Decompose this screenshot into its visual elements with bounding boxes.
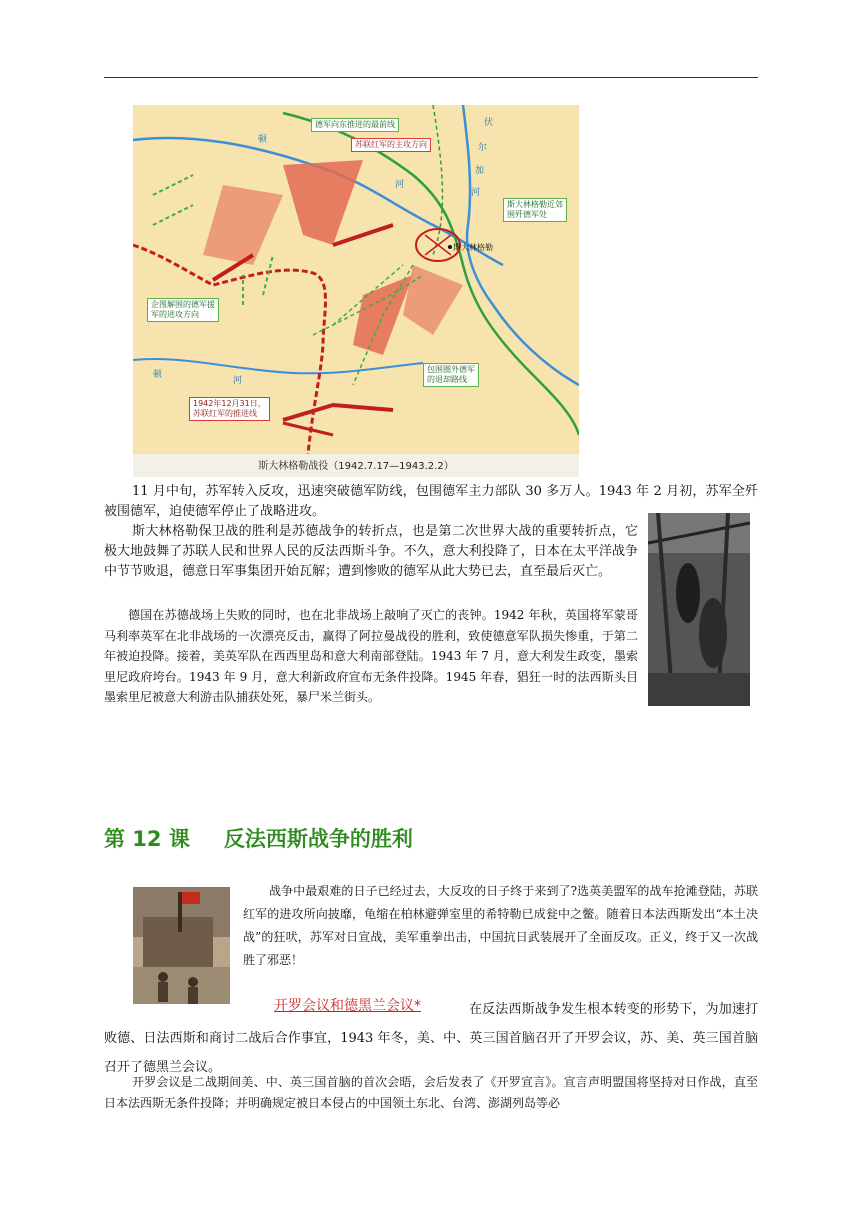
map-caption: 斯大林格勒战役（1942.7.17—1943.2.2） <box>258 461 454 472</box>
subheading-cairo-tehran: 开罗会议和德黑兰会议* <box>274 998 421 1014</box>
river-char: 顿 <box>153 370 163 380</box>
label-encircled-germans: 斯大林格勒近郊 围歼德军处 <box>503 198 567 222</box>
berlin-reichstag-photo <box>133 887 230 1004</box>
paragraph-lesson-intro: 战争中最艰难的日子已经过去，大反攻的日子终于来到了?选英美盟军的战车抢滩登陆，苏联红军的进攻所向披靡，龟缩在柏林避弹室里的希特勒已成瓮中之鳖。随着日本法西斯发出“本土决战”的狂吠，苏军对日宣战，美军重拳出击，中国抗日武装展开了全面反攻。正义，终于又一次战胜了邪恶！ <box>243 884 758 967</box>
river-char: 河 <box>471 188 481 198</box>
city-stalingrad: 斯大林格勒 <box>453 243 493 252</box>
stalingrad-battle-map <box>133 105 579 477</box>
paragraph-conferences: 在反法西斯战争发生根本转变的形势下，为加速打败德、日法西斯和商讨二战后合作事宜，1943 年冬，美、中、英三国首脑召开了开罗会议，苏、美、英三国首脑召开了德黑兰会议。 <box>104 1002 758 1075</box>
river-char: 河 <box>233 376 243 386</box>
river-char: 伏 <box>484 118 494 128</box>
river-char: 尔 <box>478 143 488 153</box>
label-soviet-line-1942: 1942年12月31日， 苏联红军的推进线 <box>189 397 270 421</box>
paragraph-soviet-counterattack: 11 月中旬，苏军转入反攻，迅速突破德军防线，包围德军主力部队 30 多万人。1943 年 2 月初，苏军全歼被围德军，迫使德军停止了战略进攻。 <box>104 484 758 519</box>
paragraph-north-africa: 德国在苏德战场上失败的同时，也在北非战场上敲响了灭亡的丧钟。1942 年秋，英国将军蒙哥马利率英军在北非战场的一次漂亮反击，赢得了阿拉曼战役的胜利，致使德意军队损失惨重，于第二年被迫投降。接着，美英军队在西西里岛和意大利南部登陆。1943 年 7 月，意大利发生政变，墨索里尼政府垮台。1943 年 9 月，意大利新政府宣布无条件投降。1945 年春，猖狂一时的法西斯头目墨索里尼被意大利游击队捕获处死，暴尸米兰街头。 <box>104 608 638 704</box>
lesson-title: 反法西斯战争的胜利 <box>223 827 413 851</box>
paragraph-cairo-declaration: 开罗会议是二战期间美、中、英三国首脑的首次会晤，会后发表了《开罗宣言》。宣言声明盟国将坚持对日作战，直至日本法西斯无条件投降；并明确规定被日本侵占的中国领土东北、台湾、澎湖列岛等必 <box>104 1075 758 1110</box>
paragraph-turning-point: 斯大林格勒保卫战的胜利是苏德战争的转折点，也是第二次世界大战的重要转折点，它极大地鼓舞了苏联人民和世界人民的反法西斯斗争。不久，意大利投降了，日本在太平洋战争中节节败退，德意日军事集团开始瓦解；遭到惨败的德军从此大势已去，直至最后灭亡。 <box>104 524 638 579</box>
label-german-frontline: 德军向东推进的最前线 <box>311 118 399 132</box>
river-char: 河 <box>395 180 405 190</box>
label-soviet-main-attack: 苏联红军的主攻方向 <box>351 138 431 152</box>
river-char: 顿 <box>258 135 268 145</box>
label-german-retreat: 包围圈外德军 的退却路线 <box>423 363 479 387</box>
lesson-number: 第 12 课 <box>104 827 190 851</box>
mussolini-execution-photo <box>648 513 750 706</box>
river-char: 加 <box>475 166 485 176</box>
header-rule <box>104 77 758 78</box>
map-graphic <box>133 105 579 477</box>
lesson-heading <box>104 823 413 853</box>
label-german-relief: 企图解围的德军援 军的进攻方向 <box>147 298 219 322</box>
